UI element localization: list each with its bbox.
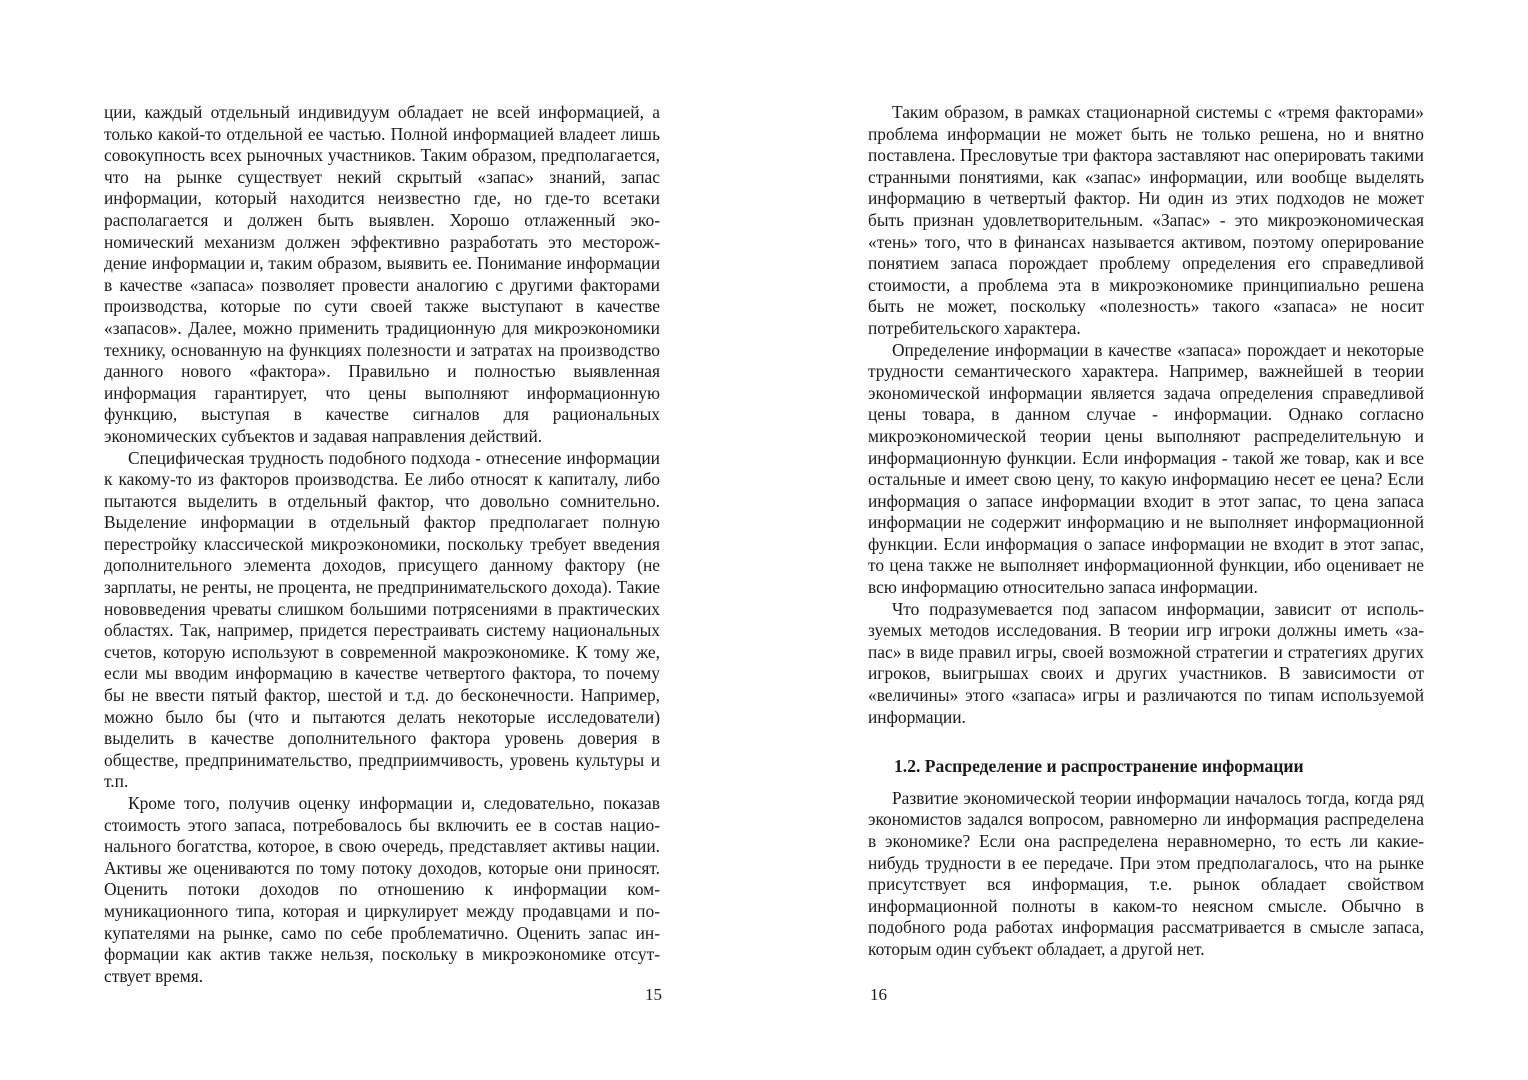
- paragraph: Таким образом, в рамках стационарной системы с «тремя факторами» проблема информации не может быть не только решена, но и внятно поставлена. Пресловутые три фактора заставляют нас оперировать такими странными понятиями, как «запас» информации, или вообще выделять информацию в четвертый фактор. Ни один из этих подходов не может быть признан удовлетворительным. «Запас» - это микроэкономическая «тень» того, что в финансах называется активом, поэтому оперирование понятием запаса порождает проблему определения его справедливой стоимости, а проблема эта в микроэкономике принципиально решена быть не может, поскольку «полезность» такого «запаса» не носит потребительского характера.: [868, 102, 1424, 338]
- right-page-text: [868, 102, 1424, 961]
- paragraph: Определение информации в качестве «запаса» порождает и некоторые трудности семантического характера. Например, важнейшей в теории экономической информации является задача определения справедливой цены товара, в данном случае - информации. Однако согласно микроэкономической теории цены выполняют распределительную и информационную функции. Если информация - такой же товар, как и все остальные и имеет свою цену, то какую информацию несет ее цена? Если информация о запасе информации входит в этот запас, то цена запаса информации не содержит информацию и не выполняет информационной функции. Если информация о запасе информации не входит в этот запас, то цена также не выполняет информационной функции, ибо оценивает не всю информацию относительно запаса информации.: [868, 339, 1424, 598]
- section-heading: 1.2. Распределение и распространение информации: [894, 756, 1304, 777]
- paragraph: Кроме того, получив оценку информации и, следовательно, показав стоимость этого запаса, потребовалось бы включить ее в состав национального богатства, которое, в свою очередь, представляет активы нации. Активы же оцениваются по тому потоку доходов, которые они приносят. Оценить потоки доходов по отношению к информации коммуникационного типа, которая и циркулирует между продавцами и покупателями на рынке, само по себе проблематично. Оценить запас информации как актив также нельзя, поскольку в микроэкономике отсутствует время.: [104, 793, 660, 986]
- paragraph: ции, каждый отдельный индивидуум обладает не всей информацией, а только какой-то отдельной ее частью. Полной информацией владеет лишь совокупность всех рыночных участников. Таким образом, предполагается, что на рынке существует некий скрытый «запас» знаний, запас информации, который находится неизвестно где, но где-то всетаки располагается и должен быть выявлен. Хорошо отлаженный экономический механизм должен эффективно разработать это месторождение информации и, таким образом, выявить ее. Понимание информации в качестве «запаса» позволяет провести аналогию с другими факторами производства, которые по сути своей также выступают в качестве «запасов». Далее, можно применить традиционную для микроэкономики технику, основанную на функциях полезности и затратах на производство данного нового «фактора». Правильно и полностью выявленная информация гарантирует, что цены выполняют информационную функцию, выступая в качестве сигналов для рациональных экономических субъектов и задавая направления действий.: [104, 102, 660, 446]
- paragraph: Развитие экономической теории информации началось тогда, когда ряд экономистов задался вопросом, равномерно ли информация распределена в экономике? Если она распределена неравномерно, то есть ли какие-нибудь трудности в ее передаче. При этом предполагалось, что на рынке присутствует вся информация, т.е. рынок обладает свойством информационной полноты в каком-то неясном смысле. Обычно в подобного рода работах информация рассматривается в смысле запаса, которым один субъект обладает, а другой нет.: [868, 787, 1424, 959]
- page-number: 16: [870, 985, 887, 1004]
- paragraph: Что подразумевается под запасом информации, зависит от используемых методов исследования. В теории игр игроки должны иметь «запас» в виде правил игры, своей возможной стратегии и стратегиях других игроков, выигрышах своих и других участников. В зависимости от «величины» этого «запаса» игры и различаются по типам используемой информации.: [868, 598, 1424, 727]
- paragraph: Специфическая трудность подобного подхода - отнесение информации к какому-то из факторов производства. Ее либо относят к капиталу, либо пытаются выделить в отдельный фактор, что довольно сомнительно. Выделение информации в отдельный фактор предполагает полную перестройку классической микроэкономики, поскольку требует введения дополнительного элемента доходов, присущего данному фактору (не зарплаты, не ренты, не процента, не предпринимательского дохода). Такие нововведения чреваты слишком большими потрясениями в практических областях. Так, например, придется перестраивать систему национальных счетов, которую используют в современной макроэкономике. К тому же, если мы вводим информацию в качестве четвертого фактора, то почему бы не ввести пятый фактор, шестой и т.д. до бесконечности. Например, можно было бы (что и пытаются делать некоторые исследователи) выделить в качестве дополнительного фактора уровень доверия в обществе, предпринимательство, предприимчивость, уровень культуры и т.п.: [104, 447, 660, 792]
- page-number: 15: [645, 985, 662, 1004]
- left-page-text: [104, 102, 660, 987]
- right-page: [764, 0, 1528, 1080]
